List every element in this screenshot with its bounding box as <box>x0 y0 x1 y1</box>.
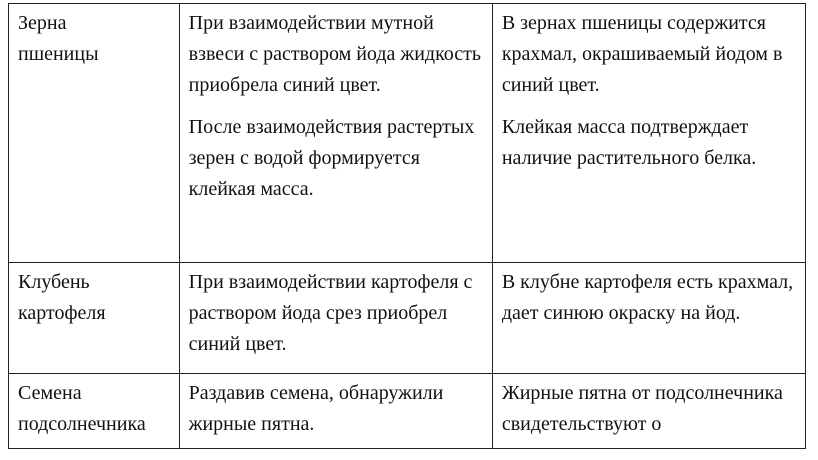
subject-text: Клубень картофеля <box>18 271 106 324</box>
observation-text: При взаимодействии мутной взвеси с раствором йода жидкость приобрела синий цвет. <box>188 12 482 96</box>
conclusion-cell <box>492 374 805 449</box>
table-row <box>9 263 806 374</box>
observation-cell <box>179 4 492 263</box>
conclusion-text: Клейкая масса подтверждает наличие растительного белка. <box>501 116 757 169</box>
subject-cell <box>9 4 180 263</box>
observation-cell <box>179 263 492 374</box>
conclusion-cell <box>492 4 805 263</box>
observation-cell <box>179 374 492 449</box>
observation-text: После взаимодействия растертых зерен с водой формируется клейкая масса. <box>188 116 475 200</box>
experiment-table <box>8 3 806 449</box>
observation-text: При взаимодействии картофеля с раствором йода срез приобрел синий цвет. <box>188 271 473 355</box>
conclusion-text: Жирные пятна от подсолнечника свидетельствуют о <box>501 382 783 435</box>
table-row <box>9 374 806 449</box>
subject-cell <box>9 263 180 374</box>
table-row <box>9 4 806 263</box>
conclusion-text: В зернах пшеницы содержится крахмал, окрашиваемый йодом в синий цвет. <box>501 12 783 96</box>
conclusion-text: В клубне картофеля есть крахмал, дает синюю окраску на йод. <box>501 271 794 324</box>
subject-text: Зерна пшеницы <box>18 12 99 65</box>
conclusion-cell <box>492 263 805 374</box>
observation-text: Раздавив семена, обнаружили жирные пятна. <box>188 382 444 435</box>
subject-text: Семена подсолнечника <box>18 382 146 435</box>
subject-cell <box>9 374 180 449</box>
